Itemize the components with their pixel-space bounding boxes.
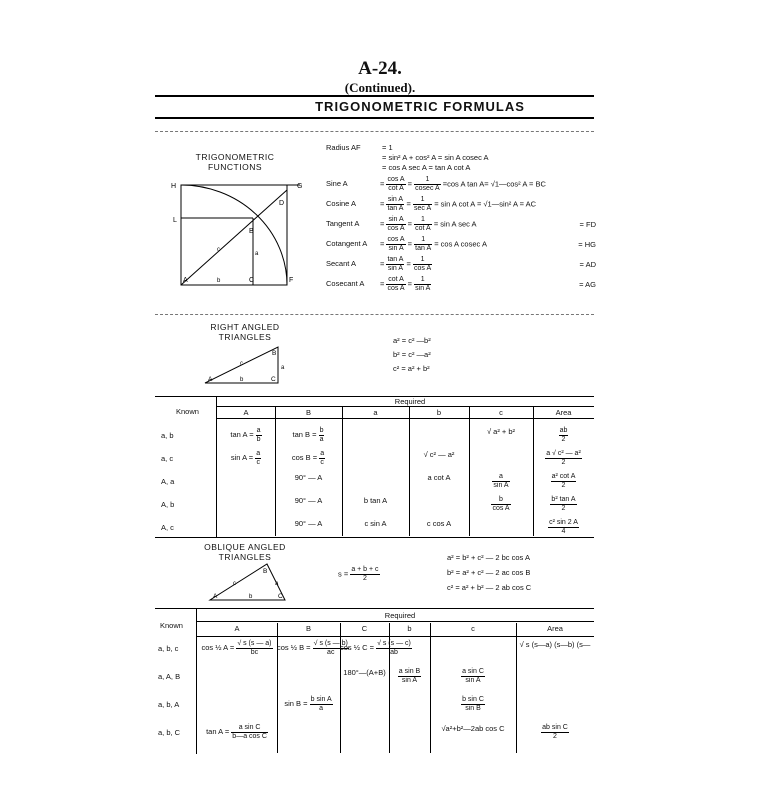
table-cell <box>217 450 275 467</box>
table-cell <box>340 668 389 677</box>
divider <box>155 131 594 132</box>
numerator: ab sin C <box>542 724 568 731</box>
function-name: Sine A <box>326 179 348 189</box>
numerator: 1 <box>413 256 432 265</box>
cell-value: √ c² — a² <box>423 450 455 459</box>
section-heading-functions: TRIGONOMETRIC FUNCTIONS <box>195 152 275 172</box>
table-cell <box>275 473 342 482</box>
radius-line-1: = 1 <box>382 143 393 152</box>
numerator: a sin C <box>462 668 484 675</box>
denominator: sin A <box>415 285 431 292</box>
fraction <box>231 724 268 741</box>
table-cell <box>533 519 594 536</box>
fig-label-a: a <box>275 581 279 587</box>
numerator: 1 <box>413 196 432 205</box>
page-title: TRIGONOMETRIC FORMULAS <box>315 99 525 114</box>
required-label: Required <box>384 611 416 620</box>
column-header: Area <box>547 624 563 633</box>
table-cell <box>409 450 469 459</box>
fraction <box>559 427 569 444</box>
table-cell <box>409 519 469 528</box>
table-rule <box>216 406 594 407</box>
fraction <box>550 496 576 513</box>
cell-value <box>548 519 579 535</box>
cell-value: cos ½ C = $\frac{√ s (s — c)}{ab}$ <box>340 640 411 656</box>
table-cell <box>342 496 409 505</box>
function-identity: = cos A cosec A <box>432 239 487 249</box>
required-label: Required <box>394 397 426 406</box>
numerator: a √ c² — a² <box>546 450 581 457</box>
function-segment: = AG <box>579 280 596 289</box>
cell-value: 180°—(A+B) <box>343 668 386 677</box>
table-cell <box>430 724 516 733</box>
numerator: sin A <box>387 196 404 203</box>
table-cell <box>275 427 342 444</box>
column-header: C <box>361 624 368 633</box>
fig-label-B: B <box>263 568 268 575</box>
fraction <box>236 640 272 657</box>
table-cell <box>430 668 516 685</box>
radius-line-2: = sin² A + cos² A = sin A cosec A <box>382 153 489 162</box>
fig-label-a: a <box>255 251 259 257</box>
function-identity: = sin A sec A <box>431 219 477 229</box>
table-cell <box>275 496 342 505</box>
cell-value <box>491 496 510 512</box>
fraction <box>414 276 431 293</box>
denominator: c <box>256 459 260 466</box>
numerator: a <box>256 427 261 434</box>
table-cell <box>197 640 277 657</box>
oblique-formula-1: a² = b² + c² — 2 bc cos A <box>447 553 530 562</box>
cell-value <box>545 450 582 466</box>
cell-value <box>461 668 485 684</box>
cell-value: tan A = $\frac{a}{b}$ <box>230 427 261 443</box>
table-cell <box>533 450 594 467</box>
row-known: A, a <box>161 477 175 486</box>
oblique-triangle-figure <box>205 560 295 605</box>
cell-value: cos B = $\frac{a}{c}$ <box>291 450 325 466</box>
continued-label: (Continued). <box>344 80 416 95</box>
numerator: b sin A <box>310 696 332 703</box>
table-cell <box>516 640 594 649</box>
denominator: cot A <box>415 225 431 232</box>
numerator: b <box>491 496 510 505</box>
table-rule <box>196 621 594 622</box>
fig-label-G: G <box>297 183 303 190</box>
fig-label-B: B <box>249 228 254 235</box>
table-cell <box>469 496 533 513</box>
column-header: c <box>471 624 475 633</box>
top-rule <box>155 95 594 97</box>
function-segment: = FD <box>579 220 596 229</box>
denominator: cos A <box>414 265 432 272</box>
oblique-formula-3: c² = a² + b² — 2 ab cos C <box>447 583 532 592</box>
column-rule <box>342 407 343 536</box>
function-identity: = sin A cot A = √1—sin² A = AC <box>432 199 537 209</box>
table-cell <box>342 519 409 528</box>
fig-label-D: D <box>279 200 285 207</box>
column-header: b <box>436 408 442 417</box>
fig-label-b: b <box>217 278 221 284</box>
fig-label-b: b <box>249 594 253 600</box>
denominator: sec A <box>414 205 432 212</box>
table-cell <box>275 519 342 528</box>
function-row: Cosecant A = $\frac{\text{cot A}}{\text{cos A}}$ = $\frac{1}{\text{sin A}}$ = AG <box>326 276 596 292</box>
function-segment: = HG <box>578 240 596 249</box>
unit-circle-figure <box>165 175 305 293</box>
denominator: 2 <box>561 459 566 466</box>
denominator: sin A <box>401 677 418 684</box>
cell-value <box>398 668 421 684</box>
title-rule <box>155 117 594 119</box>
table-cell <box>469 427 533 436</box>
numerator: b² tan A <box>551 496 576 503</box>
function-name: Cosecant A <box>326 279 365 289</box>
cell-value: √ s (s—a) (s—b) (s— <box>519 640 591 649</box>
fig-label-c: c <box>233 581 236 587</box>
column-rule <box>430 623 431 753</box>
cell-value: sin B = $\frac{\text{b sin A}}{a}$ <box>284 696 332 712</box>
function-name: Cosine A <box>326 199 357 209</box>
fraction <box>398 668 421 685</box>
cell-value <box>541 724 569 740</box>
numerator: a sin C <box>231 724 268 733</box>
divider <box>155 314 594 315</box>
fraction <box>541 724 569 741</box>
fig-label-A: A <box>213 593 218 600</box>
function-identity: =cos A tan A= √1—cos² A = BC <box>440 179 546 189</box>
right-formula-2: b² = c² —a² <box>393 350 431 359</box>
table-cell <box>340 640 411 657</box>
table-cell <box>430 696 516 713</box>
fig-label-C: C <box>278 593 283 600</box>
cell-value <box>461 696 485 712</box>
fig-label-F: F <box>289 277 294 284</box>
fig-label-a: a <box>281 365 285 371</box>
page-number: A-24. <box>358 58 402 79</box>
column-header: Area <box>555 408 572 417</box>
fraction <box>548 519 579 536</box>
right-formula-1: a² = c² —b² <box>393 336 431 345</box>
numerator: 1 <box>414 216 432 225</box>
denominator: a <box>319 436 324 443</box>
row-known: a, b, C <box>158 728 181 737</box>
row-known: a, b <box>161 431 174 440</box>
row-known: a, b, c <box>158 644 179 653</box>
fraction <box>414 216 432 233</box>
numerator: 1 <box>414 236 432 245</box>
fraction <box>310 696 333 713</box>
row-known: A, b <box>161 500 175 509</box>
table-rule <box>196 636 594 637</box>
numerator: cos A <box>387 176 405 183</box>
table-cell <box>217 427 275 444</box>
right-triangle-figure <box>200 343 290 388</box>
cell-value: c sin A <box>364 519 387 528</box>
fraction <box>491 496 510 513</box>
denominator: b <box>256 436 261 443</box>
cell-value: √a²+b²—2ab cos C <box>441 724 505 733</box>
table-cell <box>409 473 469 482</box>
numerator: a <box>492 473 509 482</box>
column-rule <box>409 407 410 536</box>
table-cell <box>277 696 340 713</box>
cell-value: c cos A <box>426 519 452 528</box>
column-header: B <box>305 408 311 417</box>
denominator: b—a cos C <box>232 733 267 740</box>
table-cell <box>533 427 594 444</box>
column-header: B <box>305 624 311 633</box>
denominator: c <box>320 459 324 466</box>
cell-value <box>559 427 569 443</box>
fig-label-b: b <box>240 377 244 383</box>
table-rule <box>155 396 594 397</box>
column-header: c <box>499 408 503 417</box>
denominator: 2 <box>561 436 566 443</box>
function-segment: = AD <box>579 260 596 269</box>
fig-label-C: C <box>249 277 255 284</box>
denominator: cos A <box>492 505 510 512</box>
function-row: Cotangent A = $\frac{\text{cos A}}{\text{sin A}}$ = $\frac{1}{\text{tan A}}$ = cos A cosec A = HG <box>326 236 596 252</box>
table-cell <box>277 640 348 657</box>
known-label: Known <box>176 407 199 416</box>
cell-value: 90° — A <box>294 473 323 482</box>
column-header: a <box>373 408 378 417</box>
table-cell <box>389 668 430 685</box>
column-header: A <box>243 408 249 417</box>
function-row: Sine A = $\frac{\text{cos A}}{\text{cot A}}$ = $\frac{1}{\text{cosec A}}$ =cos A tan A= √1—cos² A = BC <box>326 176 546 192</box>
numerator: cot A <box>388 276 404 283</box>
fraction <box>413 256 432 273</box>
denominator: tan A <box>415 245 432 252</box>
denominator: 2 <box>553 733 557 740</box>
numerator: c² sin 2 A <box>549 519 578 526</box>
function-name: Secant A <box>326 259 357 269</box>
denominator: tan A <box>387 205 404 212</box>
numerator: tan A <box>387 256 404 263</box>
table-rule <box>216 418 594 419</box>
cell-value: b tan A <box>363 496 388 505</box>
numerator: a <box>320 450 325 457</box>
cell-value: 90° — A <box>294 519 323 528</box>
table-cell <box>275 450 342 467</box>
table-cell <box>197 724 277 741</box>
denominator: 4 <box>561 528 566 535</box>
cell-value: a cot A <box>427 473 451 482</box>
denominator: sin A <box>388 245 404 252</box>
numerator: a² cot A <box>551 473 576 480</box>
denominator: bc <box>250 649 259 656</box>
row-known: a, c <box>161 454 174 463</box>
fig-label-c: c <box>217 247 220 253</box>
table-cell <box>533 496 594 513</box>
cell-value: tan A = $\frac{\text{a sin C}}{\text{b—a cos C}}$ <box>206 724 267 740</box>
cell-value: tan B = $\frac{b}{a}$ <box>292 427 324 443</box>
section-heading-right: RIGHT ANGLED TRIANGLES <box>210 322 280 342</box>
denominator: sin A <box>387 265 404 272</box>
function-name: Tangent A <box>326 219 360 229</box>
fraction <box>414 176 441 193</box>
numerator: √ s (s — c) <box>377 640 411 647</box>
table-cell <box>469 473 533 490</box>
denominator: a <box>319 705 324 712</box>
numerator: 1 <box>414 176 441 185</box>
fraction <box>461 668 485 685</box>
denominator: cos A <box>387 225 405 232</box>
function-name: Cotangent A <box>326 239 368 249</box>
radius-label: Radius AF <box>326 143 361 152</box>
fraction <box>319 427 325 444</box>
function-row: Tangent A = $\frac{\text{sin A}}{\text{cos A}}$ = $\frac{1}{\text{cot A}}$ = sin A sec A = FD <box>326 216 596 232</box>
numerator: b sin C <box>462 696 484 703</box>
cell-value: sin A = $\frac{a}{c}$ <box>230 450 261 466</box>
denominator: sin A <box>465 677 481 684</box>
cell-value: cos ½ A = $\frac{√ s (s — a)}{bc}$ <box>201 640 272 656</box>
fig-label-c: c <box>240 361 243 367</box>
fraction <box>545 450 582 467</box>
numerator: ab <box>559 427 568 434</box>
oblique-formula-2: b² = a² + c² — 2 ac cos B <box>447 568 531 577</box>
fig-label-C: C <box>271 376 276 383</box>
function-row: Secant A = $\frac{\text{tan A}}{\text{sin A}}$ = $\frac{1}{\text{cos A}}$ = AD <box>326 256 596 272</box>
fraction <box>414 236 432 253</box>
denominator: ac <box>327 649 335 656</box>
fraction <box>376 640 412 657</box>
numerator: √ s (s — b) <box>313 640 348 647</box>
fig-label-H: H <box>171 183 177 190</box>
denominator: cos A <box>387 285 405 292</box>
table-cell <box>516 724 594 741</box>
section-heading-oblique: OBLIQUE ANGLED TRIANGLES <box>204 542 286 562</box>
numerator: a sin B <box>398 668 421 675</box>
table-rule <box>155 608 594 609</box>
known-label: Known <box>160 621 183 630</box>
denominator: 2 <box>561 505 566 512</box>
right-formula-3: c² = a² + b² <box>393 364 430 373</box>
denominator: sin B <box>465 705 481 712</box>
row-known: A, c <box>161 523 174 532</box>
cell-value: √ a² + b² <box>486 427 516 436</box>
fraction <box>256 427 262 444</box>
denominator: cot A <box>388 185 404 192</box>
s-formula: s = $\frac{a + b + c}{2}$ <box>338 566 379 582</box>
fraction <box>461 696 485 713</box>
numerator: √ s (s — a) <box>237 640 272 647</box>
cell-value <box>551 473 577 489</box>
fig-label-L: L <box>173 217 177 224</box>
fraction <box>255 450 261 467</box>
fraction <box>551 473 577 490</box>
numerator: a <box>256 450 261 457</box>
fraction <box>386 276 405 293</box>
fraction <box>386 236 405 253</box>
column-header: b <box>407 624 412 633</box>
fraction <box>319 450 325 467</box>
cell-value: cos ½ B = $\frac{√ s (s — b)}{ac}$ <box>277 640 348 656</box>
table-rule <box>155 537 594 538</box>
fraction <box>386 196 404 213</box>
fraction <box>386 256 404 273</box>
fraction <box>386 176 405 193</box>
denominator: cosec A <box>415 185 440 192</box>
row-known: a, A, B <box>158 672 181 681</box>
cell-value <box>492 473 509 489</box>
fraction <box>413 196 432 213</box>
numerator: 1 <box>414 276 431 285</box>
column-header: A <box>234 624 240 633</box>
radius-line-3: = cos A sec A = tan A cot A <box>382 163 471 172</box>
fig-label-A: A <box>208 376 213 383</box>
numerator: b <box>319 427 324 434</box>
denominator: ab <box>390 649 398 656</box>
denominator: sin A <box>493 482 509 489</box>
function-row: Cosine A = $\frac{\text{sin A}}{\text{tan A}}$ = 1 sec A = sin A cot A = √1—sin² A = AC <box>326 196 537 212</box>
cell-value: 90° — A <box>294 496 323 505</box>
denominator: 2 <box>561 482 566 489</box>
cell-value <box>550 496 576 512</box>
numerator: sin A <box>388 216 404 223</box>
numerator: cos A <box>387 236 405 243</box>
fraction <box>492 473 509 490</box>
fraction <box>386 216 405 233</box>
fig-label-B: B <box>272 350 277 357</box>
fig-label-A: A <box>183 277 188 284</box>
row-known: a, b, A <box>158 700 180 709</box>
table-cell <box>533 473 594 490</box>
